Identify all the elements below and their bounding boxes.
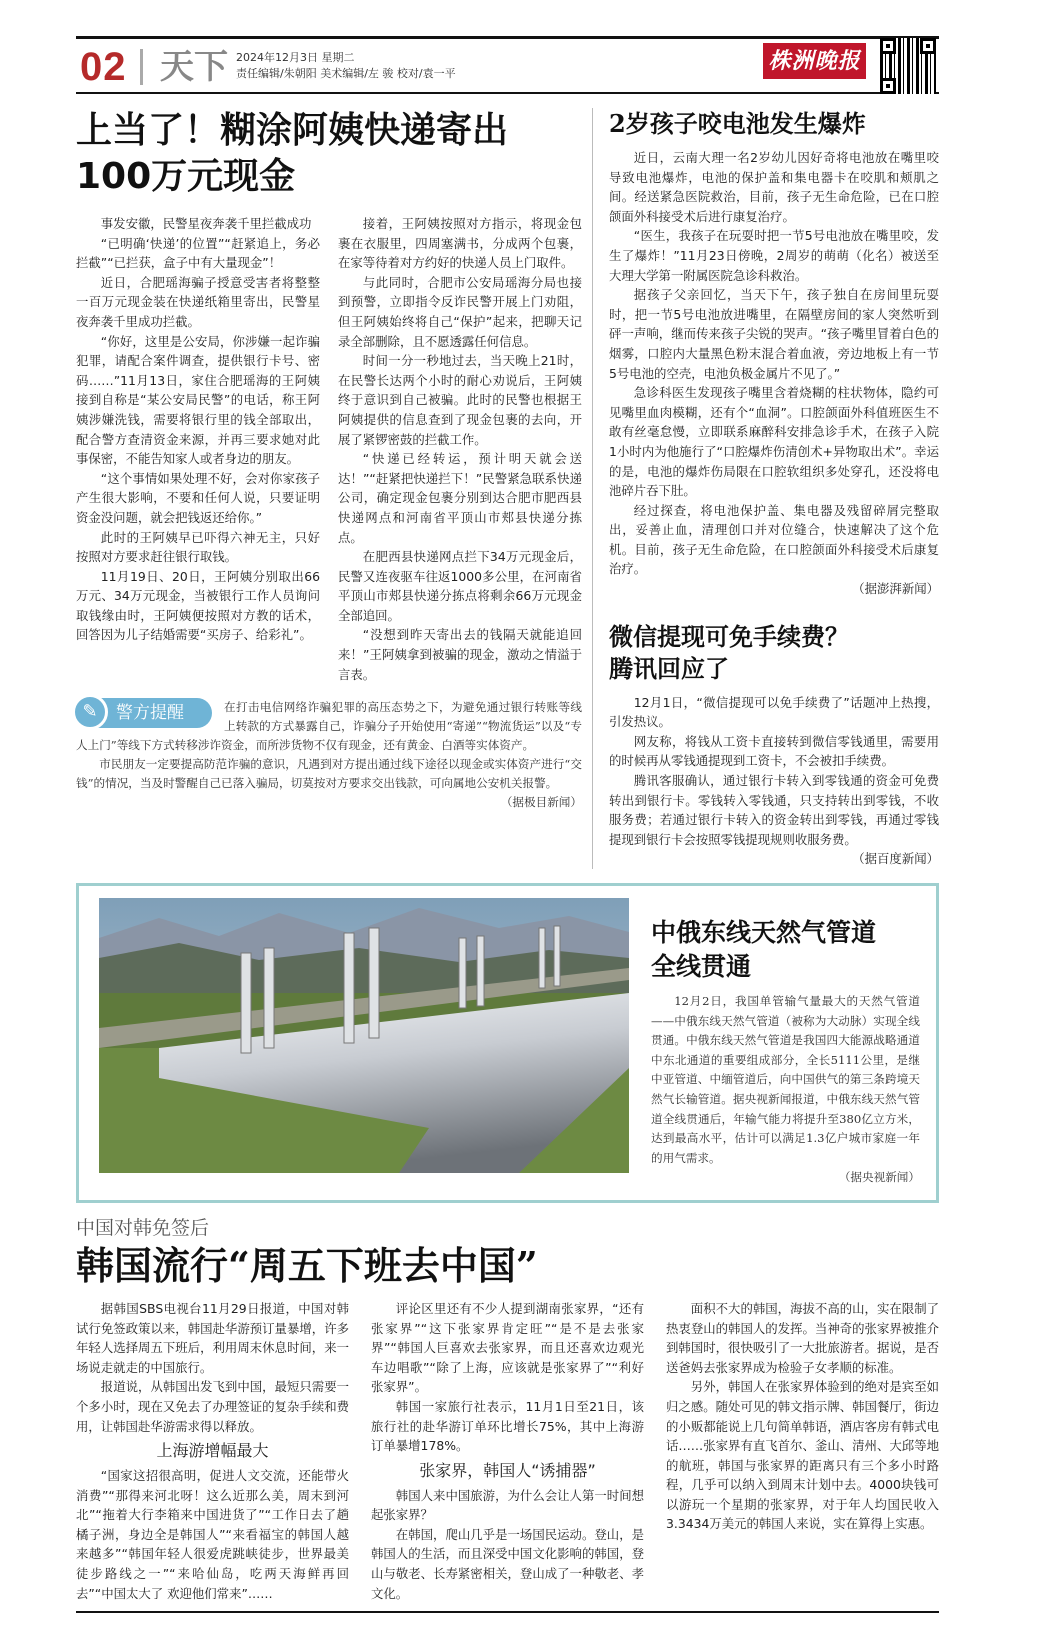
paragraph: 急诊科医生发现孩子嘴里含着烧糊的柱状物体，隐约可见嘴里血肉模糊，还有个“血洞”。口腔颌面外科值班医生不敢有丝毫怠慢，立即联系麻醉科安排急诊手术，在孩子入院1小时内为他施行了“口腔爆炸伤清创术+异物取出术”。幸运的是，电池的爆炸伤局限在口腔软组织多处穿孔，还没将电池碎片吞下肚。 (609, 385, 939, 499)
paragraph: 事发安徽，民警星夜奔袭千里拦截成功 (100, 216, 312, 231)
paragraph: 在肥西县快递网点拦下34万元现金后，民警又连夜驱车往返1000多公里，在河南省平顶山市郏县快递分拣点将剩余66万元现金全部追回。 (338, 549, 582, 623)
paragraph: 11月19日、20日，王阿姨分别取出66万元、34万元现金，当被银行工作人员询问取钱缘由时，王阿姨便按照对方教的话术，回答因为儿子结婚需要“买房子、给彩礼”。 (76, 568, 320, 643)
text-column (76, 214, 320, 684)
paragraph: 据韩国SBS电视台11月29日报道，中国对韩试行免签政策以来，韩国赴华游预订量暴增，许多年轻人选择周五下班后，利用周末休息时间，来一场说走就走的中国旅行。 (76, 1300, 349, 1375)
source-credit: （据央视新闻） (838, 1170, 920, 1185)
editor-credits: 责任编辑/朱朝阳 美术编辑/左 骏 校对/袁一平 (236, 67, 456, 80)
story4-body (651, 992, 920, 1188)
header-meta (236, 50, 456, 82)
paragraph: 12月1日，“微信提现可以免手续费了”话题冲上热搜，引发热议。 (609, 694, 939, 730)
paragraph: 12月2日，我国单管输气量最大的天然气管道——中俄东线天然气管道（被称为大动脉）实现全线贯通。中俄东线天然气管道是我国四大能源战略通道中东北通道的重要组成部分，全长5111公里，是继中亚管道、中缅管道后，向中国供气的第三条跨境天然气长输管道。据央视新闻报道，中俄东线天然气管道全线贯通后，年输气能力将提升至380亿立方米，达到最高水平，估计可以满足1.3亿户城市家庭一年的用气需求。 (651, 994, 920, 1165)
paragraph: “你好，这里是公安局，你涉嫌一起诈骗犯罪，请配合案件调查，提供银行卡号、密码……”11月13日，家住合肥瑶海的王阿姨接到自称是“某公安局民警”的电话，称王阿姨涉嫌洗钱，需要将银行里的钱全部取出，配合警方查清资金来源，并再三要求她对此事保密，不能告知家人或者身边的朋友。 (76, 333, 320, 467)
column-divider (592, 108, 593, 869)
paragraph: 评论区里还有不少人提到湖南张家界，“还有张家界”“这下张家界肯定旺”“是不是去张家界”“韩国人巨喜欢去张家界，而且还喜欢边观光车边唱歌”“除了上海，应该就是张家界了”“利好张家界”。 (371, 1300, 644, 1395)
headline-line: 上当了！糊涂阿姨快递寄出 (76, 110, 509, 151)
paragraph: “医生，我孩子在玩耍时把一节5号电池放在嘴里咬，发生了爆炸！”11月23日傍晚，2周岁的萌萌（化名）被送至大理大学第一附属医院急诊科救治。 (609, 228, 939, 283)
page-number: 02 (80, 45, 127, 89)
source-credit: （据百度新闻） (852, 851, 939, 867)
paragraph: 报道说，从韩国出发飞到中国，最短只需要一个多小时，现在又免去了办理签证的复杂手续和费用，让韩国赴华游需求得以释放。 (76, 1379, 349, 1434)
paragraph: 经过探查，将电池保护盖、集电器及残留碎屑完整取出，妥善止血，清理创口并对位缝合，快速解决了这个危机。目前，孩子无生命危险，在口腔颌面外科接受术后康复治疗。 (609, 502, 939, 577)
subheading: 上海游增幅最大 (156, 1441, 269, 1461)
right-column (609, 108, 939, 869)
text-column (76, 1299, 349, 1603)
top-section (76, 108, 939, 869)
subheading: 张家界，韩国人“诱捕器” (419, 1460, 596, 1480)
headline-line: 100万元现金 (76, 156, 296, 197)
pen-icon: ✎ (72, 694, 108, 730)
story5-kicker: 中国对韩免签后 (76, 1216, 210, 1239)
police-warning-box (76, 698, 582, 812)
text-column (338, 214, 582, 684)
story3-headline (609, 621, 939, 685)
paragraph: 市民朋友一定要提高防范诈骗的意识，凡遇到对方提出通过线下途径以现金或实体资产进行“交钱”的情况，当及时警醒自己已落入骗局，切莫按对方要求交出钱款，可向属地公安机关报警。 (76, 757, 582, 791)
paragraph: 近日，合肥瑶海骗子授意受害者将整整一百万元现金装在快递纸箱里寄出，民警星夜奔袭千里成功拦截。 (76, 274, 320, 329)
paragraph: 腾讯客服确认，通过银行卡转入到零钱通的资金可免费转出到银行卡。零钱转入零钱通，只支持转出到零钱，不收服务费；若通过银行卡转入的资金转出到零钱，再通过零钱提现到银行卡会按照零钱提现规则收服务费。 (609, 773, 939, 847)
paragraph: 另外，韩国人在张家界体验到的绝对是宾至如归之感。随处可见的韩文指示牌、韩国餐厅，街边的小贩都能说上几句简单韩语，酒店客房有韩式电话……张家界有直飞首尔、釜山、清州、大邱等地的航班，韩国与张家界的距离只有三个多小时路程，几乎可以纳入到周末计划中去。4000块钱可以游玩一个星期的张家界，对于年人均国民收入3.3434万美元的韩国人来说，实在算得上实惠。 (666, 1379, 939, 1532)
headline-line: 中俄东线天然气管道 (651, 918, 877, 947)
paragraph: “国家这招很高明，促进人文交流，还能带火消费”“那得来河北呀！这么近那么美，周末到河北”“拖着大行李箱来中国进货了”“工作日去了趟橘子洲，身边全是韩国人”“来看福宝的韩国人越来越多”“韩国年轻人很爱虎跳峡徒步，世界最美徒步路线之一”“来哈仙岛，吃两天海鲜再回去”“中国太大了 欢迎他们常来”…… (76, 1468, 349, 1601)
header-divider (140, 49, 143, 85)
newspaper-logo: 株洲晚报 (763, 43, 866, 79)
source-credit: （据澎湃新闻） (852, 581, 939, 597)
story2-body (609, 148, 939, 599)
text-column (371, 1299, 644, 1603)
paragraph: “没想到昨天寄出去的钱隔天就能追回来！”王阿姨拿到被骗的现金，激动之情溢于言表。 (338, 627, 582, 682)
paragraph: “这个事情如果处理不好，会对你家孩子产生很大影响，不要和任何人说，只要证明资金没问题，就会把钱返还给你。” (76, 470, 320, 525)
story1-body (76, 214, 582, 684)
paragraph: 此时的王阿姨早已吓得六神无主，只好按照对方要求赶往银行取钱。 (76, 529, 320, 565)
pipeline-photo (99, 898, 629, 1173)
story1-headline (76, 108, 582, 200)
paragraph: 与此同时，合肥市公安局瑶海分局也接到预警，立即指令反诈民警开展上门劝阻，但王阿姨始终将自己“保护”起来，把聊天记录全部删除，且不愿透露任何信息。 (338, 274, 582, 349)
story3-body (609, 693, 939, 869)
story4-headline (651, 916, 920, 984)
left-column (76, 108, 582, 869)
issue-date: 2024年12月3日 星期二 (236, 51, 355, 64)
qr-code-icon[interactable] (880, 38, 936, 94)
source-credit: （据极目新闻） (500, 795, 582, 810)
paragraph: “快递已经转运，预计明天就会送达！”“赶紧把快递拦下！”民警紧急联系快递公司，确定现金包裹分别到达合肥市肥西县快递网点和河南省平顶山市郏县快递分拣点。 (338, 451, 582, 545)
paragraph: 时间一分一秒地过去，当天晚上21时，在民警长达两个小时的耐心劝说后，王阿姨终于意识到自己被骗。此时的民警也根据王阿姨提供的信息查到了现金包裹的去向，开展了紧锣密鼓的拦截工作。 (338, 353, 582, 447)
story5-headline: 韩国流行“周五下班去中国” (76, 1242, 538, 1288)
paragraph: 面积不大的韩国，海拔不高的山，实在限制了热衷登山的韩国人的发挥。当神奇的张家界被推介到韩国时，很快吸引了一大批旅游者。据说，是否送爸妈去张家界成为检验子女孝顺的标准。 (666, 1300, 939, 1375)
paragraph: 韩国人来中国旅游，为什么会让人第一时间想起张家界？ (371, 1487, 644, 1523)
paragraph: 据孩子父亲回忆，当天下午，孩子独自在房间里玩耍时，把一节5号电池放进嘴里，在隔壁房间的家人突然听到砰一声响，继而传来孩子尖锐的哭声。“孩子嘴里冒着白色的烟雾，口腔内大量黑色粉末混合着血液，旁边地板上有一节5号电池的空壳，电池负极金属片不见了。” (609, 287, 939, 381)
story2-headline: 2岁孩子咬电池发生爆炸 (609, 109, 866, 138)
headline-line: 微信提现可免手续费？ (609, 621, 849, 651)
headline-line: 腾讯回应了 (609, 653, 729, 683)
paragraph: “已明确‘快递’的位置”“赶紧追上，务必拦截”“已拦获，盒子中有大量现金”！ (76, 235, 320, 271)
paragraph: 韩国一家旅行社表示，11月1日至21日，该旅行社的赴华游订单环比增长75%，其中上海游订单暴增178%。 (371, 1398, 644, 1454)
warning-badge (76, 698, 212, 728)
headline-line: 全线贯通 (651, 952, 752, 981)
paragraph: 近日，云南大理一名2岁幼儿因好奇将电池放在嘴里咬导致电池爆炸，电池的保护盖和集电器卡在咬肌和颊肌之间。经送紧急医院救治，目前，孩子无生命危险，已在口腔颌面外科接受术后进行康复治疗。 (609, 150, 939, 224)
warning-badge-label: 警方提醒 (116, 703, 184, 724)
story4-text (651, 898, 920, 1188)
paragraph: 在打击电信网络诈骗犯罪的高压态势之下，为避免通过银行转账等线上转款的方式暴露自己，诈骗分子开始使用“寄递”“物流货运”以及“专人上门”等线下方式转移涉诈资金，而所涉货物不仅有现金，还有黄金、白酒等实体资产。 (76, 700, 582, 753)
paragraph: 网友称，将钱从工资卡直接转到微信零钱通里，需要用的时候再从零钱通提现到工资卡，不会被扣手续费。 (609, 733, 939, 769)
pipeline-feature-box (76, 883, 939, 1203)
text-column (666, 1299, 939, 1603)
paragraph: 在韩国，爬山几乎是一场国民运动。登山，是韩国人的生活，而且深受中国文化影响的韩国，登山与敬老、长寿紧密相关，登山成了一种敬老、孝文化。 (371, 1526, 644, 1601)
section-name: 天下 (160, 47, 228, 87)
paragraph: 接着，王阿姨按照对方指示，将现金包裹在衣服里，四周塞满书，分成两个包裹，在家等待着对方约好的快递人员上门取件。 (338, 216, 582, 271)
page-header (76, 36, 939, 94)
story5-body (76, 1299, 939, 1613)
